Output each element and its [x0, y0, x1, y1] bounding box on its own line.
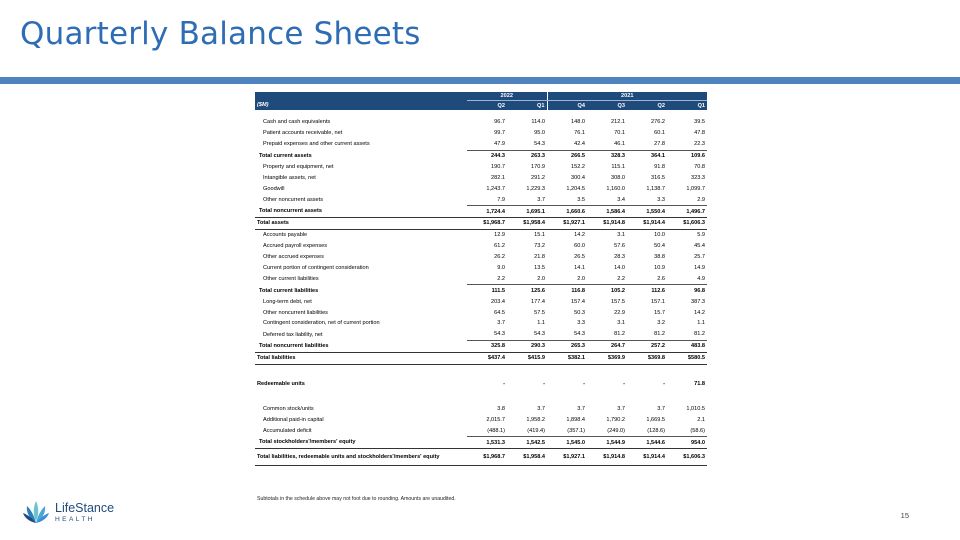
value-cell: 61.2 [494, 243, 505, 250]
value-cell: 212.1 [611, 119, 626, 126]
value-cell: 1,160.0 [606, 185, 626, 192]
value-cell: 190.7 [491, 164, 505, 170]
value-cell: 282.1 [491, 174, 505, 181]
value-cell: 60.0 [574, 243, 586, 250]
value-cell: 266.5 [547, 150, 587, 161]
value-cell: 50.4 [654, 243, 666, 250]
value-cell: 3.7 [537, 405, 546, 412]
value-cell: 257.2 [627, 340, 667, 352]
value-cell: 1,669.5 [646, 416, 666, 423]
value-cell: $1,968.7 [467, 218, 507, 230]
value-cell: 47.8 [694, 130, 706, 137]
value-cell: 3.7 [577, 405, 586, 412]
balance-sheet-body [255, 110, 707, 466]
row-label: Goodwill [263, 185, 285, 192]
value-cell: 1,695.1 [507, 206, 547, 218]
spacer-cell [255, 110, 707, 117]
value-cell: - [583, 381, 586, 388]
value-cell: 3.7 [497, 320, 505, 327]
value-cell: 325.8 [467, 340, 507, 352]
table-row [255, 194, 707, 205]
value-cell: $437.4 [467, 352, 507, 364]
value-cell: 111.5 [467, 285, 507, 296]
row-label: Cash and cash equivalents [263, 119, 331, 126]
value-cell: 2.6 [657, 275, 666, 282]
value-cell: 157.4 [571, 298, 586, 305]
spacer-cell [255, 389, 707, 403]
value-cell: 323.3 [691, 174, 706, 181]
table-row [255, 352, 707, 364]
row-label: Common stock/units [263, 405, 314, 412]
table-row [255, 296, 707, 307]
value-cell: 3.5 [577, 196, 586, 203]
value-cell: $415.9 [507, 352, 547, 364]
value-cell: 81.2 [654, 331, 666, 338]
value-cell: 15.7 [654, 309, 666, 316]
value-cell: 2.2 [497, 275, 505, 282]
value-cell: 170.9 [531, 164, 546, 170]
value-cell: 91.8 [654, 164, 666, 170]
title-divider [0, 77, 960, 84]
value-cell: 57.5 [534, 309, 546, 316]
row-label: Total current liabilities [259, 287, 319, 294]
logo-name: LifeStance [55, 501, 115, 515]
row-label: Intangible assets, net [263, 174, 316, 181]
footnote: Subtotals in the schedule above may not foot due to rounding. Amounts are unaudited. [257, 496, 456, 502]
row-label: Total liabilities [255, 352, 467, 364]
unit-label: ($M) [255, 101, 467, 111]
value-cell: 28.3 [614, 254, 626, 261]
value-cell: 264.7 [587, 340, 627, 352]
row-label: Contingent consideration, net of current portion [263, 320, 380, 327]
table-row [255, 218, 707, 230]
value-cell: 14.1 [574, 265, 586, 272]
value-cell: 3.7 [657, 405, 666, 412]
value-cell: 54.3 [534, 141, 546, 148]
value-cell: 1,010.5 [686, 405, 706, 412]
value-cell: 1,138.7 [646, 185, 666, 192]
value-cell: 70.8 [694, 164, 706, 170]
table-row [255, 139, 707, 150]
table-row [255, 449, 707, 466]
value-cell: 3.3 [657, 196, 666, 203]
value-cell: 152.2 [571, 164, 586, 170]
value-cell: 1,790.2 [606, 416, 626, 423]
row-label: Additional paid-in capital [263, 416, 324, 423]
row-label: Total current assets [259, 152, 312, 159]
value-cell: $1,914.4 [627, 218, 667, 230]
value-cell: 263.3 [507, 150, 547, 161]
value-cell: 265.3 [547, 340, 587, 352]
value-cell: 81.2 [614, 331, 626, 338]
value-cell: 3.2 [657, 320, 666, 327]
value-cell: (357.1) [567, 427, 586, 434]
header-blank [255, 92, 467, 101]
value-cell: 387.3 [691, 298, 706, 305]
value-cell: 2,015.7 [486, 416, 505, 423]
quarter-header: Q4 [547, 101, 587, 111]
value-cell: $1,606.3 [667, 218, 707, 230]
row-label: Total liabilities, redeemable units and stockholders'/members' equity [255, 449, 467, 466]
logo-subtitle: HEALTH [55, 516, 95, 523]
value-cell: 1.1 [697, 320, 706, 327]
value-cell: 21.8 [534, 254, 546, 261]
value-cell: $382.1 [547, 352, 587, 364]
value-cell: $1,927.1 [547, 449, 587, 466]
row-label: Patient accounts receivable, net [263, 130, 343, 137]
value-cell: 2.0 [577, 275, 586, 282]
value-cell: 47.9 [494, 141, 505, 148]
value-cell: 39.5 [694, 119, 706, 126]
value-cell: 2.2 [617, 275, 626, 282]
value-cell: 291.2 [531, 174, 546, 181]
value-cell: $1,914.8 [587, 218, 627, 230]
value-cell: 96.8 [667, 285, 707, 296]
value-cell: 7.9 [497, 196, 505, 203]
value-cell: 1,958.2 [526, 416, 546, 423]
value-cell: 9.0 [497, 265, 505, 272]
value-cell: 1,542.5 [507, 437, 547, 449]
value-cell: 71.8 [694, 381, 706, 388]
table-row [255, 425, 707, 436]
value-cell: 1,099.7 [686, 185, 706, 192]
value-cell: 14.9 [694, 265, 706, 272]
row-label: Total noncurrent liabilities [259, 343, 329, 349]
value-cell: (128.6) [647, 427, 666, 434]
balance-sheet-table-container [255, 92, 707, 466]
value-cell: 290.3 [507, 340, 547, 352]
value-cell: 38.8 [654, 254, 666, 261]
table-row [255, 229, 707, 240]
value-cell: 95.0 [534, 130, 546, 137]
value-cell: 3.7 [617, 405, 626, 412]
value-cell: - [543, 381, 546, 388]
value-cell: 73.2 [534, 243, 546, 250]
value-cell: 177.4 [531, 298, 546, 305]
value-cell: 4.9 [697, 275, 706, 282]
value-cell: 26.5 [574, 254, 586, 261]
spacer-row [255, 364, 707, 379]
value-cell: $369.9 [587, 352, 627, 364]
spacer-cell [255, 364, 707, 379]
row-label: Prepaid expenses and other current assets [263, 141, 370, 148]
value-cell: 157.1 [651, 298, 666, 305]
quarter-header: Q3 [587, 101, 627, 111]
value-cell: 954.0 [667, 437, 707, 449]
table-row [255, 285, 707, 296]
value-cell: 12.9 [494, 232, 505, 239]
spacer-row [255, 389, 707, 403]
value-cell: - [663, 381, 666, 388]
value-cell: 57.6 [614, 243, 626, 250]
value-cell: 3.3 [577, 320, 586, 327]
row-label: Redeemable units [257, 381, 305, 388]
value-cell: 76.1 [574, 130, 586, 137]
value-cell: 1,724.4 [467, 206, 507, 218]
value-cell: 13.5 [534, 265, 546, 272]
value-cell: 115.1 [611, 164, 626, 170]
table-row [255, 437, 707, 449]
value-cell: 276.2 [651, 119, 666, 126]
value-cell: 203.4 [491, 298, 505, 305]
value-cell: $369.8 [627, 352, 667, 364]
value-cell: 14.2 [574, 232, 586, 239]
value-cell: 54.3 [494, 331, 505, 338]
value-cell: $1,927.1 [547, 218, 587, 230]
value-cell: 22.3 [694, 141, 706, 148]
value-cell: 46.1 [614, 141, 626, 148]
value-cell: 1,660.6 [547, 206, 587, 218]
table-row [255, 252, 707, 263]
value-cell: 1,544.6 [627, 437, 667, 449]
value-cell: $1,968.7 [467, 449, 507, 466]
row-label: Current portion of contingent consideration [263, 265, 369, 272]
row-label: Accounts payable [263, 232, 308, 239]
value-cell: - [623, 381, 626, 388]
value-cell: 99.7 [494, 130, 505, 137]
value-cell: 14.0 [614, 265, 626, 272]
row-label: Other current liabilities [263, 276, 319, 283]
value-cell: 2.1 [697, 416, 706, 423]
quarter-header: Q1 [507, 101, 547, 111]
value-cell: 300.4 [571, 174, 586, 181]
value-cell: 125.6 [507, 285, 547, 296]
row-label: Total noncurrent assets [259, 208, 322, 215]
value-cell: 105.2 [587, 285, 627, 296]
value-cell: 70.1 [614, 130, 626, 137]
value-cell: 364.1 [627, 150, 667, 161]
value-cell: $1,958.4 [507, 218, 547, 230]
year-header-row [255, 92, 707, 101]
value-cell: 2.9 [697, 196, 706, 203]
value-cell: 109.6 [667, 150, 707, 161]
table-row [255, 263, 707, 274]
value-cell: 3.4 [617, 196, 626, 203]
value-cell: $1,914.8 [587, 449, 627, 466]
table-row [255, 150, 707, 161]
table-row [255, 206, 707, 218]
slide-title: Quarterly Balance Sheets [20, 16, 421, 52]
table-row [255, 414, 707, 425]
value-cell: 42.4 [574, 141, 586, 148]
value-cell: 26.2 [494, 254, 505, 261]
page-number: 15 [900, 511, 909, 520]
table-row [255, 273, 707, 284]
value-cell: 15.1 [534, 232, 546, 239]
table-row [255, 128, 707, 139]
value-cell: 316.5 [651, 174, 666, 181]
value-cell: 112.6 [627, 285, 667, 296]
table-row [255, 307, 707, 318]
value-cell: 157.5 [611, 298, 626, 305]
value-cell: (58.6) [690, 427, 706, 434]
quarter-header: Q2 [467, 101, 507, 111]
value-cell: 3.1 [617, 320, 626, 327]
value-cell: 308.0 [611, 174, 626, 181]
value-cell: (419.4) [527, 427, 546, 434]
value-cell: 60.1 [654, 130, 666, 137]
quarter-header: Q1 [667, 101, 707, 111]
value-cell: 114.0 [531, 119, 546, 126]
value-cell: (249.0) [607, 427, 626, 434]
year-header-2022: 2022 [467, 92, 547, 101]
row-label: Deferred tax liability, net [263, 331, 323, 338]
value-cell: 1,586.4 [587, 206, 627, 218]
row-label: Total stockholders'/members' equity [259, 439, 356, 446]
table-row [255, 241, 707, 252]
value-cell: 2.0 [537, 275, 546, 282]
value-cell: 14.2 [694, 309, 706, 316]
value-cell: $1,914.4 [627, 449, 667, 466]
value-cell: 22.9 [614, 309, 626, 316]
row-label: Other noncurrent liabilities [263, 309, 328, 316]
value-cell: 116.8 [547, 285, 587, 296]
table-row [255, 329, 707, 340]
table-row [255, 318, 707, 329]
value-cell: 1,544.9 [587, 437, 627, 449]
quarter-header-row [255, 101, 707, 111]
value-cell: 1,550.4 [627, 206, 667, 218]
table-row [255, 403, 707, 414]
value-cell: 5.9 [697, 232, 706, 239]
table-row [255, 172, 707, 183]
value-cell: $1,606.3 [667, 449, 707, 466]
value-cell: 244.3 [467, 150, 507, 161]
spacer-row [255, 110, 707, 117]
value-cell: $1,958.4 [507, 449, 547, 466]
value-cell: 50.3 [574, 309, 586, 316]
value-cell: 1,204.5 [566, 185, 586, 192]
value-cell: 10.9 [654, 265, 666, 272]
value-cell: 45.4 [694, 243, 706, 250]
value-cell: 148.0 [571, 119, 586, 126]
year-header-2021: 2021 [547, 92, 707, 101]
table-row [255, 162, 707, 173]
value-cell: 3.8 [497, 405, 505, 412]
quarter-header: Q2 [627, 101, 667, 111]
value-cell: $580.5 [667, 352, 707, 364]
table-row [255, 340, 707, 352]
table-row [255, 183, 707, 194]
value-cell: 96.7 [494, 119, 505, 126]
value-cell: 1.1 [537, 320, 546, 327]
value-cell: 1,243.7 [486, 185, 505, 192]
value-cell: 54.3 [574, 331, 586, 338]
value-cell: (488.1) [487, 427, 505, 434]
row-label: Accumulated deficit [263, 427, 312, 434]
table-row [255, 379, 707, 390]
value-cell: 3.7 [537, 196, 546, 203]
value-cell: 27.8 [654, 141, 666, 148]
row-label: Total assets [255, 218, 467, 230]
value-cell: 1,229.3 [526, 185, 546, 192]
value-cell: 10.0 [654, 232, 666, 239]
value-cell: 64.5 [494, 309, 505, 316]
value-cell: 483.8 [667, 340, 707, 352]
value-cell: - [503, 381, 505, 388]
row-label: Accrued payroll expenses [263, 243, 328, 250]
row-label: Long-term debt, net [263, 298, 312, 305]
value-cell: 328.3 [587, 150, 627, 161]
company-logo [22, 497, 132, 527]
value-cell: 1,496.7 [667, 206, 707, 218]
value-cell: 1,545.0 [547, 437, 587, 449]
row-label: Other noncurrent assets [263, 196, 324, 203]
value-cell: 81.2 [694, 331, 706, 338]
value-cell: 1,531.3 [467, 437, 507, 449]
row-label: Property and equipment, net [263, 164, 334, 170]
value-cell: 25.7 [694, 254, 706, 261]
row-label: Other accrued expenses [263, 254, 324, 261]
value-cell: 1,898.4 [566, 416, 586, 423]
value-cell: 3.1 [617, 232, 626, 239]
balance-sheet-table [255, 92, 707, 466]
table-row [255, 117, 707, 128]
lifestance-logo-icon [22, 497, 50, 525]
value-cell: 54.3 [534, 331, 546, 338]
